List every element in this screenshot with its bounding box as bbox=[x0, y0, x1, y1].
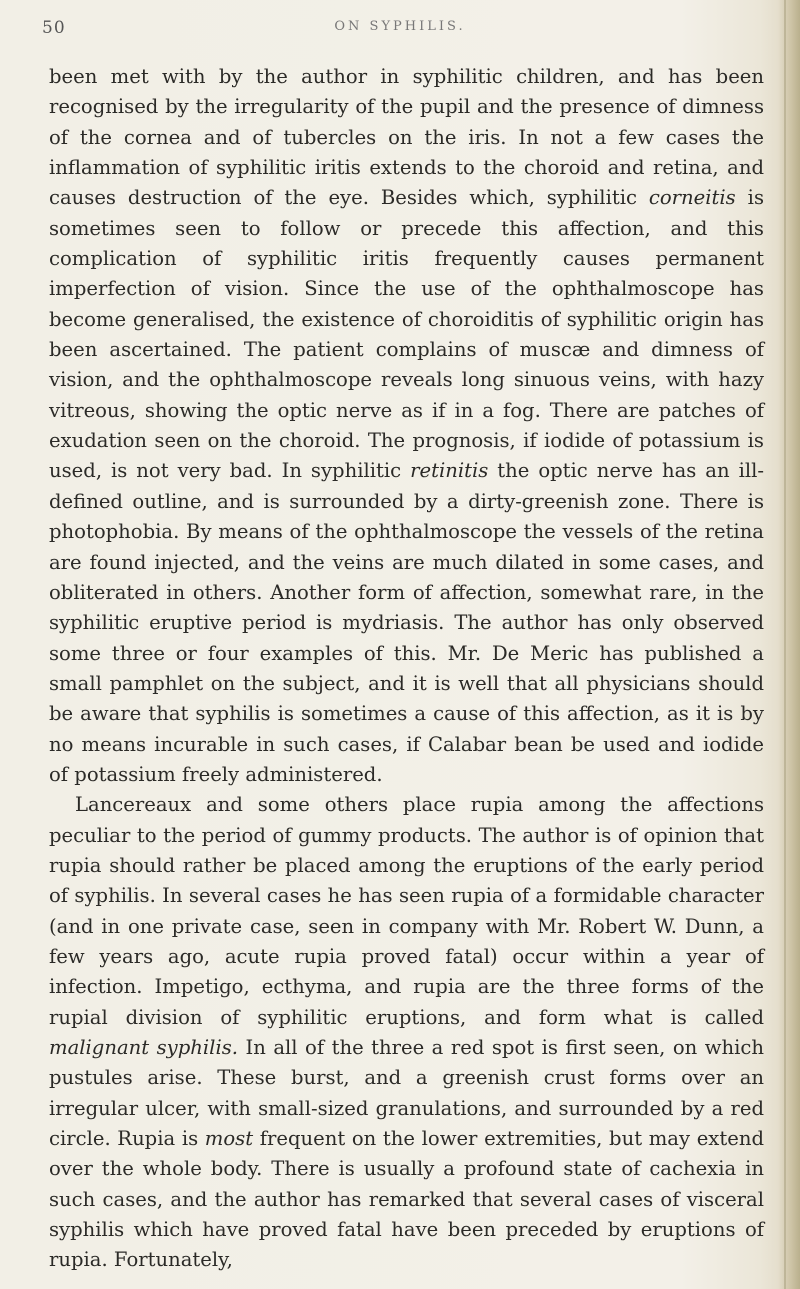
paragraph-1-text-1: been met with by the author in syphilitic children, and has been recognised by the irregularity of the pupil and the presence of dimness of the cornea and of tubercles on the iris. In not a few cases the inflammation of syphilitic iritis extends to the choroid and retina, and causes destruction of the eye. Besides which, syphilitic bbox=[49, 65, 764, 210]
paragraph-2-text-3: frequent on the lower extremities, but may extend over the whole body. There is usually a profound state of cachexia in such cases, and the author has remarked that several cases of visceral syphilis which have proved fatal have been preceded by eruptions of rupia. Fortunately, bbox=[49, 1127, 764, 1272]
paragraph-continued bbox=[49, 62, 764, 790]
paragraph-1-text-3: the optic nerve has an ill-defined outline, and is surrounded by a dirty-greenish zone. There is photophobia. By means of the ophthalmoscope the vessels of the retina are found injected, and the veins are much dilated in some cases, and obliterated in others. Another form of affection, somewhat rare, in the syphilitic eruptive period is mydriasis. The author has only observed some three or four examples of this. Mr. De Meric has published a small pamphlet on the subject, and it is well that all physicians should be aware that syphilis is sometimes a cause of this affection, as it is by no means incurable in such cases, if Calabar bean be used and iodide of potassium freely administered. bbox=[49, 459, 764, 786]
page-edge-shadow bbox=[778, 0, 800, 1289]
body-text bbox=[49, 62, 764, 1276]
italic-term-corneitis: corneitis bbox=[648, 186, 736, 210]
page-edge-line bbox=[784, 0, 786, 1289]
paragraph-2-text-2: In all of the three a red spot is first seen, on which pustules arise. These burst, and a greenish crust forms over an irregular ulcer, with small-sized granulations, and surrounded by a red circle. Rupia is bbox=[49, 1036, 764, 1151]
italic-term-most: most bbox=[204, 1127, 254, 1151]
paragraph-2-text-1: Lancereaux and some others place rupia among the affections peculiar to the period of gummy products. The author is of opinion that rupia should rather be placed among the eruptions of the early period of syphilis. In several cases he has seen rupia of a formidable character (and in one private case, seen in company with Mr. Robert W. Dunn, a few years ago, acute rupia proved fatal) occur within a year of infection. Impetigo, ecthyma, and rupia are the three forms of the rupial division of syphilitic eruptions, and form what is called bbox=[49, 793, 764, 1029]
running-head: ON SYPHILIS. bbox=[334, 19, 466, 34]
page-header bbox=[0, 18, 800, 44]
paragraph-rupia bbox=[49, 790, 764, 1276]
page-number: 50 bbox=[42, 18, 66, 38]
italic-term-retinitis: retinitis bbox=[410, 459, 489, 483]
italic-term-malignant-syphilis: malignant syphilis. bbox=[49, 1036, 238, 1059]
paragraph-1-text-2: is sometimes seen to follow or precede this affection, and this complication of syphilitic iritis frequently causes permanent imperfection of vision. Since the use of the ophthalmoscope has become generalised, the existence of choroiditis of syphilitic origin has been ascertained. The patient complains of muscæ and dimness of vision, and the ophthalmoscope reveals long sinuous veins, with hazy vitreous, showing the optic nerve as if in a fog. There are patches of exudation seen on the choroid. The prognosis, if iodide of potassium is used, is not very bad. In syphilitic bbox=[49, 186, 764, 483]
